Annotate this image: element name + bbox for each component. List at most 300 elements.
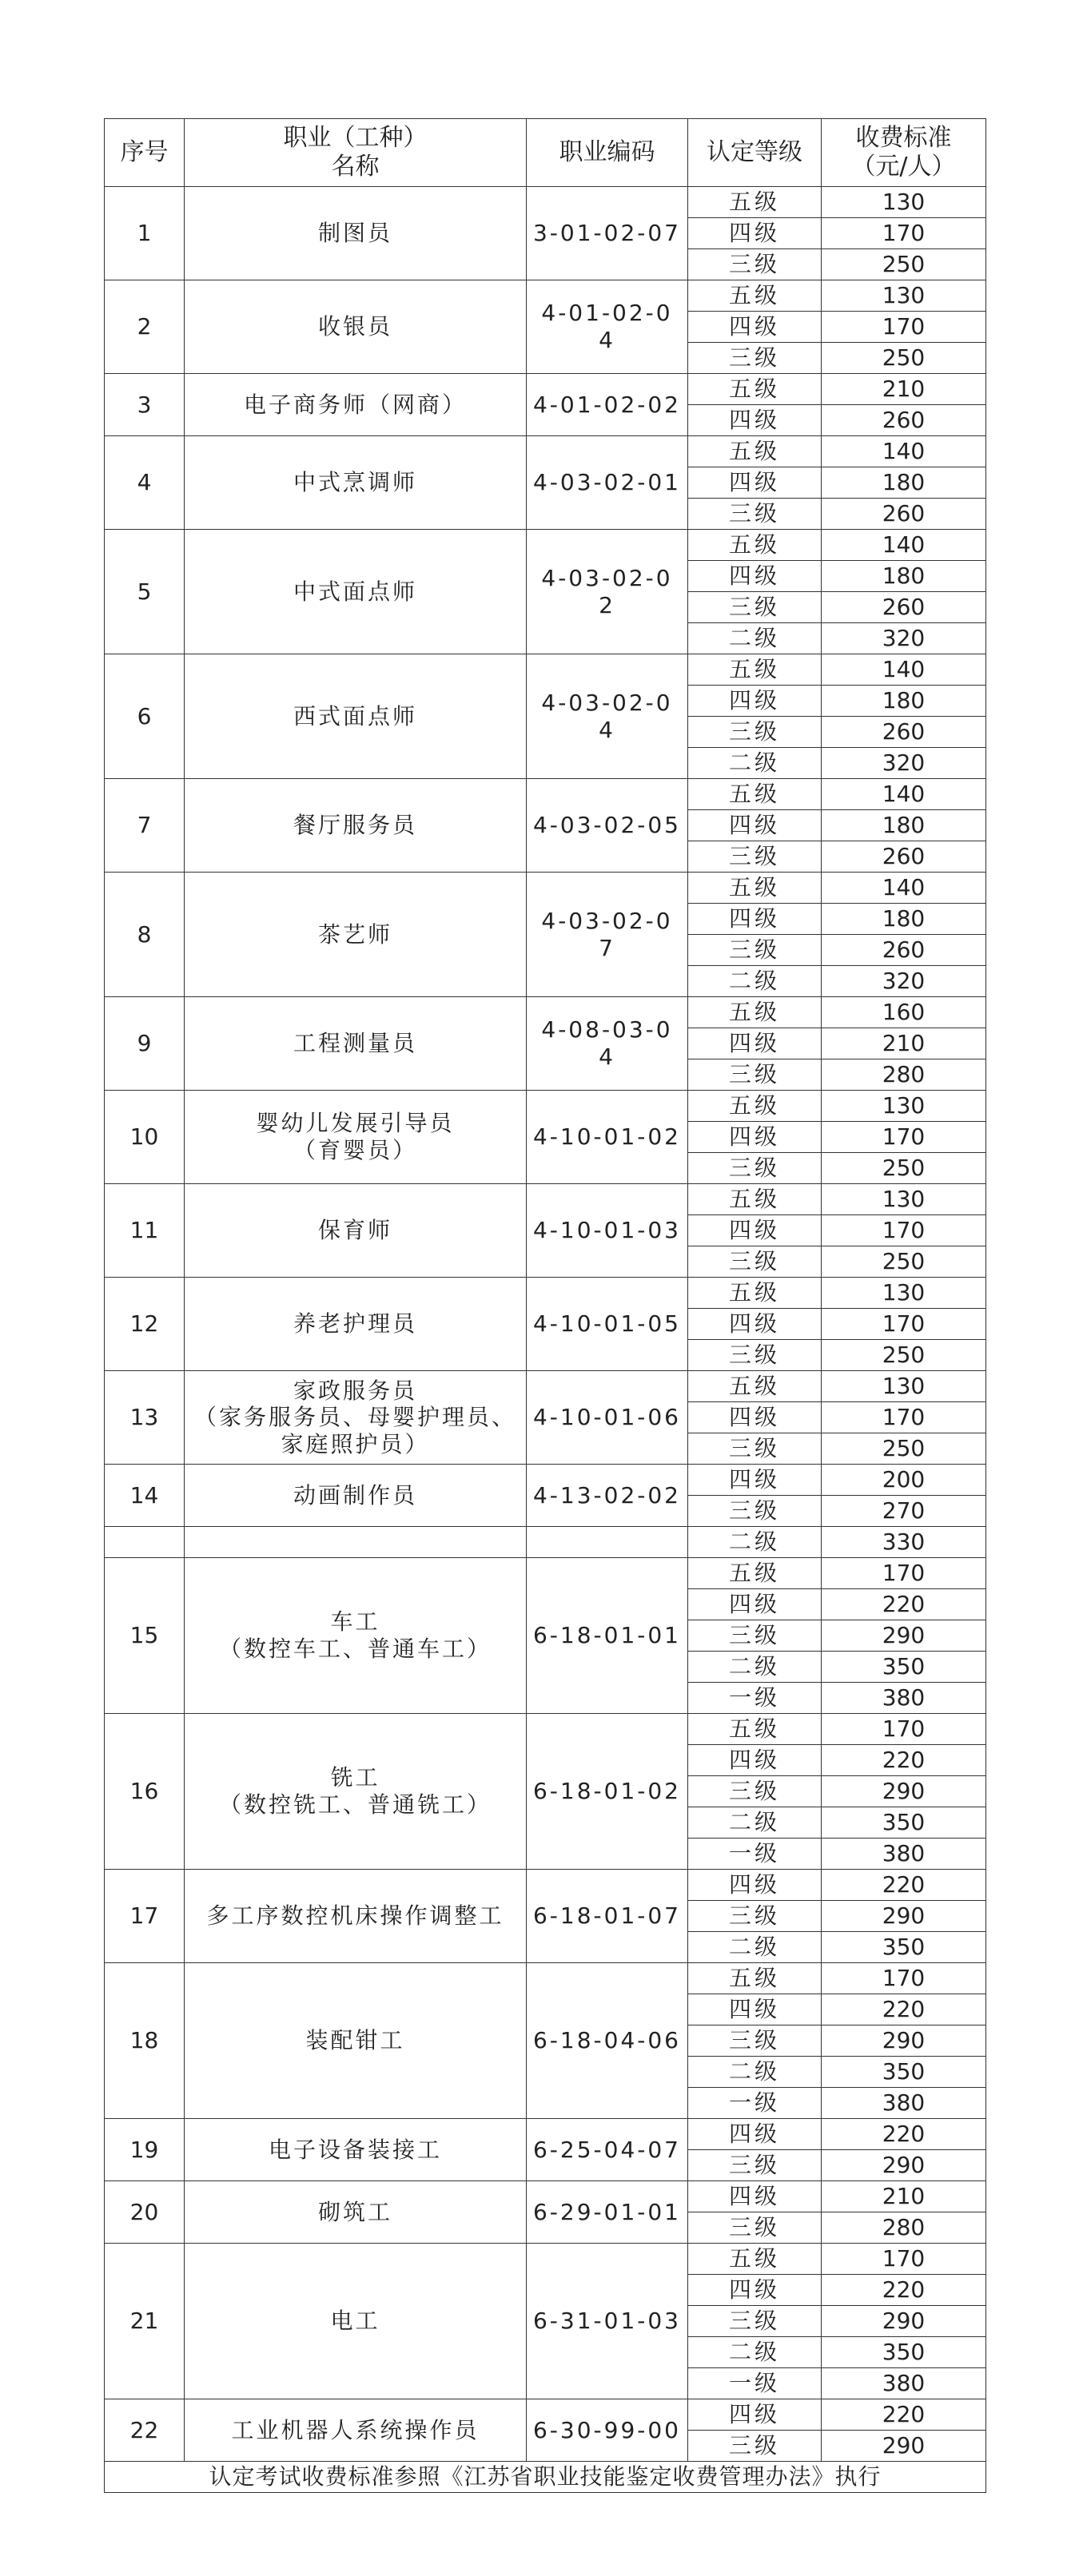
- level-cell: 二级: [688, 623, 822, 654]
- occupation-code-cell-text: 6-31-01-03: [532, 2308, 681, 2335]
- level-cell: 三级: [688, 935, 822, 966]
- seq-cell: [105, 2244, 185, 2399]
- table-body: [105, 187, 986, 2462]
- level-cell: 三级: [688, 2025, 822, 2057]
- fee-cell: 380: [822, 2368, 986, 2399]
- level-cell: 五级: [688, 1184, 822, 1215]
- header-level: 认定等级: [688, 119, 822, 187]
- occupation-code-cell: [527, 873, 688, 997]
- table-row: [105, 2119, 986, 2150]
- table-row: [105, 1278, 986, 1309]
- fee-cell: 260: [822, 405, 986, 436]
- occupation-name-cell-text: 保育师: [317, 1217, 392, 1244]
- fee-cell: 170: [822, 1558, 986, 1589]
- occupation-code-cell-text: 6-29-01-01: [532, 2198, 681, 2225]
- fee-cell: 210: [822, 374, 986, 405]
- level-cell: 四级: [688, 1994, 822, 2025]
- seq-cell: [105, 1184, 185, 1278]
- level-cell: 三级: [688, 1433, 822, 1465]
- level-cell: 三级: [688, 249, 822, 280]
- occupation-code-cell: [527, 1870, 688, 1963]
- level-cell: 五级: [688, 873, 822, 904]
- level-cell: 五级: [688, 654, 822, 686]
- seq-cell: [105, 1371, 185, 1465]
- fee-cell: 250: [822, 249, 986, 280]
- level-cell: 四级: [688, 467, 822, 499]
- occupation-code-cell-text: 6-30-99-00: [532, 2416, 681, 2443]
- fee-cell: 290: [822, 2431, 986, 2462]
- fee-cell: 140: [822, 530, 986, 561]
- table-row: [105, 1558, 986, 1589]
- level-cell: 四级: [688, 1745, 822, 1776]
- seq-cell: [105, 280, 185, 374]
- occupation-name-cell: [185, 1870, 527, 1963]
- fee-cell: 160: [822, 997, 986, 1028]
- occupation-name-cell-text: 收银员: [317, 313, 392, 340]
- occupation-code-cell-text: 4-03-02-01: [532, 469, 681, 496]
- level-cell: 五级: [688, 1558, 822, 1589]
- fee-cell: 170: [822, 1402, 986, 1433]
- level-cell: 一级: [688, 2088, 822, 2119]
- fee-cell: 170: [822, 2244, 986, 2275]
- fee-cell: 170: [822, 1963, 986, 1994]
- fee-cell: 220: [822, 2119, 986, 2150]
- seq-cell: [105, 1870, 185, 1963]
- fee-cell: 280: [822, 2212, 986, 2244]
- level-cell: 四级: [688, 2399, 822, 2431]
- occupation-code-cell: [527, 187, 688, 280]
- level-cell: 五级: [688, 436, 822, 467]
- occupation-name-cell-text: 中式面点师: [293, 578, 417, 605]
- level-cell: 五级: [688, 2244, 822, 2275]
- seq-cell-text: 1: [137, 220, 152, 247]
- level-cell: 四级: [688, 1215, 822, 1246]
- occupation-code-cell: [527, 2244, 688, 2399]
- occupation-name-cell: [185, 1527, 527, 1558]
- level-cell: 二级: [688, 2337, 822, 2368]
- seq-cell: [105, 1558, 185, 1714]
- table-row: [105, 1091, 986, 1122]
- occupation-code-cell-text: 6-18-01-02: [532, 1778, 681, 1805]
- level-cell: 二级: [688, 1932, 822, 1963]
- occupation-name-cell: [185, 654, 527, 779]
- level-cell: 一级: [688, 1839, 822, 1870]
- seq-cell-text: 10: [129, 1123, 159, 1151]
- fee-cell: 350: [822, 1652, 986, 1683]
- occupation-name-cell-text: 茶艺师: [317, 920, 392, 948]
- seq-cell-text: 5: [137, 578, 152, 605]
- level-cell: 二级: [688, 1527, 822, 1558]
- occupation-code-cell: [527, 2181, 688, 2244]
- occupation-name-cell: [185, 280, 527, 374]
- occupation-code-cell-text: 4-03-02-05: [532, 812, 681, 839]
- table-row: [105, 436, 986, 467]
- seq-cell-text: 4: [137, 469, 152, 496]
- occupation-code-cell-text: 6-25-04-07: [532, 2136, 681, 2163]
- fee-cell: 260: [822, 499, 986, 530]
- fee-cell: 290: [822, 1901, 986, 1932]
- occupation-code-cell: [527, 2119, 688, 2181]
- fee-cell: 380: [822, 1839, 986, 1870]
- seq-cell-text: 9: [137, 1030, 152, 1057]
- level-cell: 三级: [688, 1901, 822, 1932]
- seq-cell-text: 20: [129, 2198, 159, 2225]
- header-fee: 收费标准 （元/人）: [822, 119, 986, 187]
- level-cell: 四级: [688, 904, 822, 935]
- occupation-code-cell-text: 4-03-02-0 7: [541, 907, 673, 961]
- level-cell: 二级: [688, 2057, 822, 2088]
- occupation-name-cell: [185, 1714, 527, 1870]
- fee-cell: 320: [822, 623, 986, 654]
- level-cell: 四级: [688, 1402, 822, 1433]
- level-cell: 五级: [688, 1714, 822, 1745]
- fee-cell: 220: [822, 1589, 986, 1620]
- occupation-code-cell-text: 4-03-02-0 4: [541, 689, 673, 743]
- occupation-code-cell: [527, 1184, 688, 1278]
- fee-cell: 170: [822, 1309, 986, 1340]
- occupation-name-cell-text: 装配钳工: [305, 2027, 405, 2054]
- table-row: [105, 873, 986, 904]
- fee-cell: 180: [822, 561, 986, 592]
- fee-cell: 130: [822, 1184, 986, 1215]
- seq-cell: [105, 1465, 185, 1527]
- level-cell: 三级: [688, 2431, 822, 2462]
- occupation-code-cell: [527, 1527, 688, 1558]
- fee-cell: 170: [822, 312, 986, 343]
- level-cell: 四级: [688, 1465, 822, 1496]
- level-cell: 二级: [688, 1652, 822, 1683]
- fee-cell: 130: [822, 187, 986, 218]
- seq-cell-text: 18: [129, 2027, 159, 2054]
- fee-cell: 200: [822, 1465, 986, 1496]
- fee-cell: 250: [822, 343, 986, 374]
- fee-cell: 210: [822, 2181, 986, 2212]
- occupation-code-cell: [527, 530, 688, 654]
- level-cell: 四级: [688, 810, 822, 841]
- level-cell: 三级: [688, 592, 822, 623]
- table-row: [105, 1184, 986, 1215]
- table-row: [105, 374, 986, 405]
- occupation-name-cell: [185, 873, 527, 997]
- fee-cell: 350: [822, 1807, 986, 1839]
- fee-cell: 180: [822, 686, 986, 717]
- occupation-code-cell-text: 6-18-01-07: [532, 1902, 681, 1930]
- fee-cell: 180: [822, 810, 986, 841]
- occupation-code-cell-text: 4-03-02-0 2: [541, 564, 673, 618]
- fee-cell: 130: [822, 1278, 986, 1309]
- level-cell: 三级: [688, 1620, 822, 1652]
- occupation-name-cell-text: 铣工 （数控铣工、普通铣工）: [218, 1764, 492, 1818]
- level-cell: 四级: [688, 1870, 822, 1901]
- seq-cell-text: 11: [129, 1217, 159, 1244]
- seq-cell: [105, 1714, 185, 1870]
- occupation-name-cell-text: 西式面点师: [293, 702, 417, 729]
- occupation-name-cell-text: 电工: [330, 2308, 380, 2335]
- level-cell: 三级: [688, 1340, 822, 1371]
- fee-cell: 170: [822, 1122, 986, 1153]
- occupation-code-cell-text: 4-13-02-02: [532, 1481, 681, 1509]
- fee-cell: 220: [822, 1870, 986, 1901]
- occupation-name-cell-text: 中式烹调师: [293, 469, 417, 496]
- seq-cell-text: 15: [129, 1622, 159, 1649]
- seq-cell: [105, 654, 185, 779]
- occupation-code-cell: [527, 374, 688, 436]
- table-row: [105, 2181, 986, 2212]
- occupation-code-cell-text: 6-18-04-06: [532, 2027, 681, 2054]
- fee-cell: 220: [822, 2399, 986, 2431]
- table-row: [105, 187, 986, 218]
- fee-cell: 330: [822, 1527, 986, 1558]
- table-row: [105, 1465, 986, 1496]
- table-row: [105, 1963, 986, 1994]
- fee-cell: 130: [822, 1371, 986, 1402]
- occupation-code-cell: [527, 1091, 688, 1184]
- fee-cell: 280: [822, 1059, 986, 1091]
- level-cell: 二级: [688, 1807, 822, 1839]
- occupation-name-cell: [185, 1963, 527, 2119]
- occupation-code-cell: [527, 779, 688, 873]
- footer-row: [105, 2462, 986, 2493]
- occupation-code-cell: [527, 1465, 688, 1527]
- occupation-code-cell: [527, 1371, 688, 1465]
- occupation-code-cell-text: 4-01-02-02: [532, 391, 681, 418]
- occupation-code-cell: [527, 436, 688, 530]
- occupation-name-cell: [185, 1278, 527, 1371]
- seq-cell: [105, 374, 185, 436]
- level-cell: 四级: [688, 405, 822, 436]
- level-cell: 五级: [688, 1091, 822, 1122]
- level-cell: 五级: [688, 779, 822, 810]
- fee-cell: 140: [822, 654, 986, 686]
- occupation-code-cell: [527, 2399, 688, 2462]
- fee-cell: 380: [822, 1683, 986, 1714]
- occupation-name-cell-text: 制图员: [317, 220, 392, 247]
- level-cell: 五级: [688, 187, 822, 218]
- occupation-code-cell-text: 6-18-01-01: [532, 1622, 681, 1649]
- seq-cell: [105, 1527, 185, 1558]
- fee-cell: 250: [822, 1433, 986, 1465]
- occupation-name-cell: [185, 1465, 527, 1527]
- level-cell: 三级: [688, 841, 822, 873]
- level-cell: 三级: [688, 499, 822, 530]
- seq-cell-text: 17: [129, 1902, 159, 1930]
- fee-cell: 260: [822, 592, 986, 623]
- fee-cell: 290: [822, 2150, 986, 2181]
- fee-cell: 130: [822, 280, 986, 312]
- header-code: 职业编码: [527, 119, 688, 187]
- seq-cell-text: 14: [129, 1481, 159, 1509]
- level-cell: 三级: [688, 1153, 822, 1184]
- occupation-code-cell-text: 3-01-02-07: [532, 220, 681, 247]
- fee-cell: 170: [822, 218, 986, 249]
- table-row: [105, 530, 986, 561]
- level-cell: 四级: [688, 1028, 822, 1059]
- header-row: [105, 119, 986, 187]
- occupation-name-cell-text: 工程测量员: [293, 1030, 417, 1057]
- fee-cell: 290: [822, 1776, 986, 1807]
- fee-cell: 220: [822, 2275, 986, 2306]
- fee-cell: 380: [822, 2088, 986, 2119]
- fee-cell: 290: [822, 1620, 986, 1652]
- level-cell: 五级: [688, 997, 822, 1028]
- level-cell: 四级: [688, 2275, 822, 2306]
- header-seq: 序号: [105, 119, 185, 187]
- level-cell: 四级: [688, 1309, 822, 1340]
- level-cell: 三级: [688, 717, 822, 748]
- occupation-code-cell-text: 4-10-01-06: [532, 1404, 681, 1431]
- seq-cell-text: 6: [137, 702, 152, 729]
- level-cell: 三级: [688, 2306, 822, 2337]
- level-cell: 三级: [688, 343, 822, 374]
- seq-cell: [105, 2399, 185, 2462]
- level-cell: 三级: [688, 1246, 822, 1278]
- level-cell: 四级: [688, 2119, 822, 2150]
- level-cell: 一级: [688, 2368, 822, 2399]
- fee-cell: 140: [822, 873, 986, 904]
- seq-cell-text: 16: [129, 1778, 159, 1805]
- occupation-name-cell-text: 电子设备装接工: [268, 2136, 442, 2163]
- level-cell: 二级: [688, 748, 822, 779]
- occupation-name-cell: [185, 2119, 527, 2181]
- seq-cell-text: 22: [129, 2416, 159, 2443]
- fee-standard-table: [104, 118, 986, 2493]
- fee-cell: 180: [822, 904, 986, 935]
- occupation-name-cell-text: 车工 （数控车工、普通车工）: [218, 1608, 492, 1662]
- level-cell: 五级: [688, 1371, 822, 1402]
- seq-cell-text: 7: [137, 812, 152, 839]
- fee-cell: 320: [822, 748, 986, 779]
- table-row: [105, 997, 986, 1028]
- fee-cell: 220: [822, 1994, 986, 2025]
- level-cell: 四级: [688, 1589, 822, 1620]
- table-row: [105, 1870, 986, 1901]
- table-row: [105, 779, 986, 810]
- occupation-code-cell-text: 4-10-01-05: [532, 1310, 681, 1338]
- occupation-code-cell: [527, 1278, 688, 1371]
- level-cell: 一级: [688, 1683, 822, 1714]
- level-cell: 三级: [688, 1776, 822, 1807]
- level-cell: 四级: [688, 312, 822, 343]
- fee-cell: 260: [822, 717, 986, 748]
- level-cell: 四级: [688, 561, 822, 592]
- seq-cell-text: 19: [129, 2136, 159, 2163]
- occupation-name-cell: [185, 2244, 527, 2399]
- fee-cell: 260: [822, 841, 986, 873]
- occupation-name-cell-text: 婴幼儿发展引导员 （育婴员）: [256, 1110, 455, 1163]
- seq-cell: [105, 2119, 185, 2181]
- seq-cell: [105, 187, 185, 280]
- table-row: [105, 1371, 986, 1402]
- level-cell: 三级: [688, 2212, 822, 2244]
- level-cell: 五级: [688, 374, 822, 405]
- seq-cell: [105, 436, 185, 530]
- occupation-name-cell-text: 餐厅服务员: [293, 812, 417, 839]
- occupation-name-cell-text: 多工序数控机床操作调整工: [206, 1902, 504, 1930]
- occupation-name-cell: [185, 1558, 527, 1714]
- occupation-name-cell-text: 动画制作员: [293, 1481, 417, 1509]
- seq-cell: [105, 1963, 185, 2119]
- level-cell: 四级: [688, 2181, 822, 2212]
- level-cell: 五级: [688, 280, 822, 312]
- occupation-name-cell-text: 家政服务员 （家务服务员、母婴护理员、 家庭照护员）: [193, 1377, 516, 1457]
- occupation-name-cell: [185, 779, 527, 873]
- occupation-code-cell: [527, 997, 688, 1091]
- fee-cell: 140: [822, 436, 986, 467]
- occupation-code-cell-text: 4-10-01-03: [532, 1217, 681, 1244]
- level-cell: 四级: [688, 218, 822, 249]
- seq-cell-text: 3: [137, 391, 152, 418]
- table-row: [105, 280, 986, 312]
- fee-cell: 170: [822, 1215, 986, 1246]
- occupation-name-cell-text: 养老护理员: [293, 1310, 417, 1338]
- occupation-name-cell: [185, 1091, 527, 1184]
- occupation-code-cell: [527, 1558, 688, 1714]
- header-name: 职业（工种） 名称: [185, 119, 527, 187]
- footer-note: 认定考试收费标准参照《江苏省职业技能鉴定收费管理办法》执行: [105, 2462, 986, 2493]
- occupation-name-cell-text: 工业机器人系统操作员: [231, 2416, 480, 2443]
- level-cell: 四级: [688, 686, 822, 717]
- occupation-code-cell: [527, 1714, 688, 1870]
- occupation-name-cell-text: 砌筑工: [317, 2198, 392, 2225]
- fee-cell: 350: [822, 1932, 986, 1963]
- fee-cell: 140: [822, 779, 986, 810]
- fee-cell: 130: [822, 1091, 986, 1122]
- fee-cell: 350: [822, 2337, 986, 2368]
- occupation-name-cell: [185, 530, 527, 654]
- level-cell: 五级: [688, 1963, 822, 1994]
- fee-cell: 180: [822, 467, 986, 499]
- table-row: [105, 1714, 986, 1745]
- occupation-name-cell: [185, 2181, 527, 2244]
- fee-cell: 250: [822, 1246, 986, 1278]
- seq-cell: [105, 1091, 185, 1184]
- fee-cell: 350: [822, 2057, 986, 2088]
- seq-cell: [105, 530, 185, 654]
- seq-cell-text: 2: [137, 313, 152, 340]
- occupation-code-cell-text: 4-01-02-0 4: [541, 300, 673, 353]
- seq-cell: [105, 1278, 185, 1371]
- fee-cell: 210: [822, 1028, 986, 1059]
- occupation-name-cell: [185, 374, 527, 436]
- occupation-name-cell: [185, 1184, 527, 1278]
- table-row: [105, 2244, 986, 2275]
- occupation-name-cell-text: 电子商务师（网商）: [243, 391, 467, 418]
- seq-cell: [105, 873, 185, 997]
- level-cell: 二级: [688, 966, 822, 997]
- level-cell: 三级: [688, 2150, 822, 2181]
- occupation-name-cell: [185, 187, 527, 280]
- fee-cell: 250: [822, 1153, 986, 1184]
- table-row: [105, 2399, 986, 2431]
- fee-cell: 290: [822, 2025, 986, 2057]
- level-cell: 三级: [688, 1496, 822, 1527]
- fee-cell: 260: [822, 935, 986, 966]
- fee-cell: 170: [822, 1714, 986, 1745]
- fee-cell: 320: [822, 966, 986, 997]
- table-row: [105, 1527, 986, 1558]
- level-cell: 五级: [688, 1278, 822, 1309]
- fee-cell: 220: [822, 1745, 986, 1776]
- level-cell: 四级: [688, 1122, 822, 1153]
- seq-cell: [105, 779, 185, 873]
- seq-cell-text: 21: [129, 2308, 159, 2335]
- occupation-code-cell: [527, 1963, 688, 2119]
- fee-cell: 250: [822, 1340, 986, 1371]
- occupation-name-cell: [185, 2399, 527, 2462]
- level-cell: 五级: [688, 530, 822, 561]
- occupation-code-cell: [527, 280, 688, 374]
- seq-cell: [105, 2181, 185, 2244]
